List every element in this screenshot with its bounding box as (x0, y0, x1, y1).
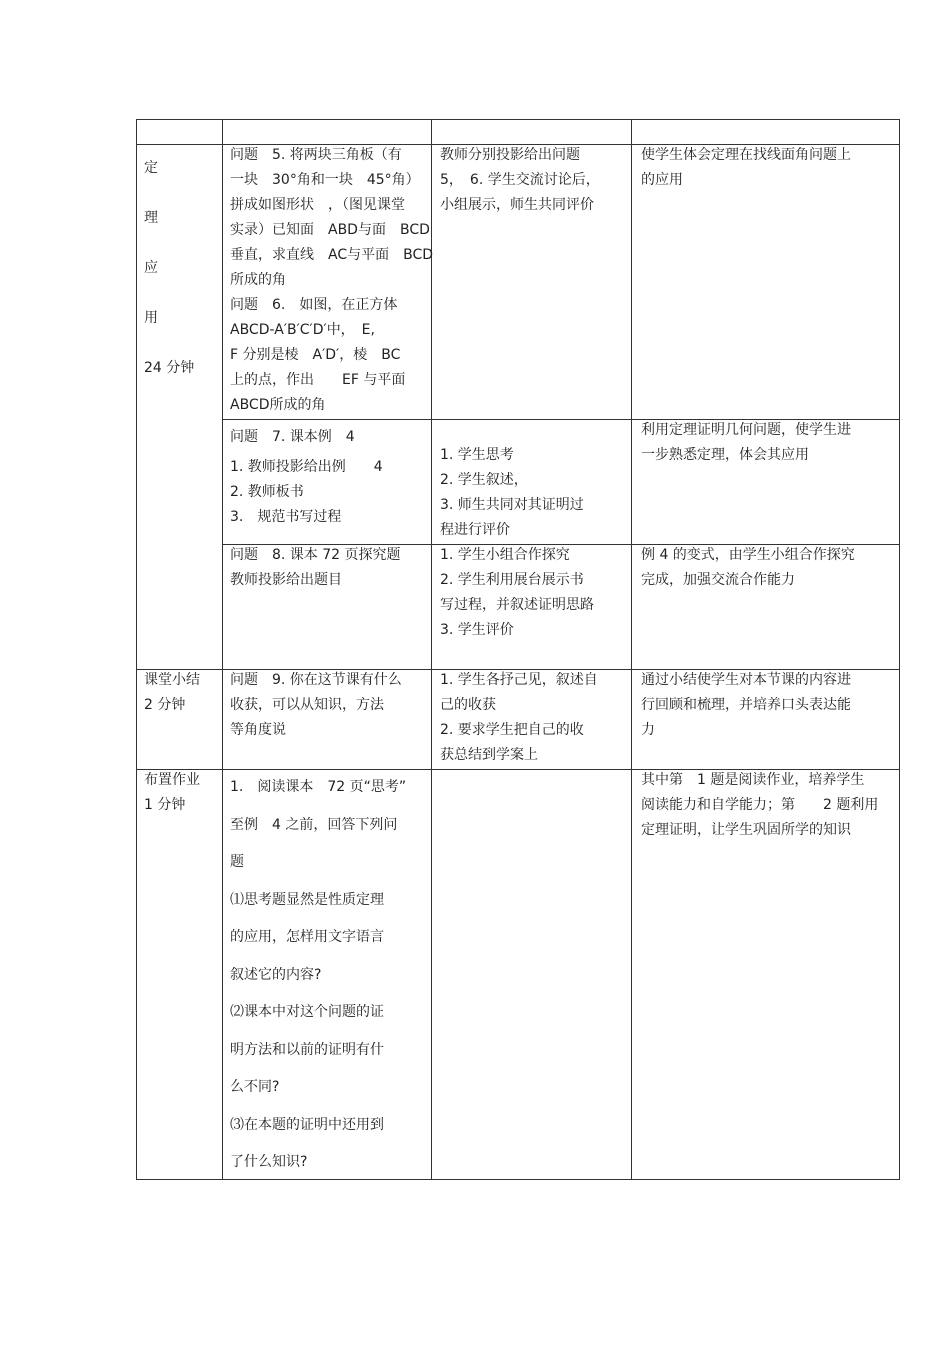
activity-line: 2. 要求学生把自己的收 (440, 722, 584, 738)
activity-line: 5， 6. 学生交流讨论后， (440, 172, 600, 188)
intent-line: 阅读能力和自学能力；第 2 题利用 (641, 797, 879, 813)
intent-line: 其中第 1 题是阅读作业，培养学生 (641, 772, 865, 788)
intent-line: 利用定理证明几何问题，使学生进 (641, 422, 851, 438)
stage-summary (144, 668, 200, 718)
homework-line: ⑶在本题的证明中还用到 (230, 1116, 384, 1133)
stage-homework (144, 768, 200, 818)
activity-line: 1. 学生各抒己见，叙述自 (440, 672, 598, 688)
activity-7 (440, 443, 584, 543)
problem-7-step: 2. 教师板书 (230, 484, 304, 500)
problem-line: 所成的角 (230, 272, 286, 288)
problem-7-step: 3. 规范书写过程 (230, 509, 342, 525)
stage-homework-line: 布置作业 (144, 772, 200, 788)
homework-line: 么不同? (230, 1079, 280, 1095)
intent-8 (641, 543, 855, 593)
stage-apply-line: 应 (144, 260, 158, 276)
intent-7 (641, 418, 851, 468)
intent-line: 的应用 (641, 172, 683, 188)
problem-line: 实录）已知面 ABD与面 BCD (230, 222, 430, 238)
intent-homework (641, 768, 878, 843)
intent-line: 行回顾和梳理，并培养口头表达能 (641, 697, 851, 713)
homework-content (230, 769, 406, 1182)
problem-line: 垂直，求直线 AC与平面 BCD (230, 247, 434, 263)
problem-line: 问题 5. 将两块三角板（有 (230, 147, 402, 163)
activity-line: 程进行评价 (440, 522, 510, 538)
column-divider-1 (222, 119, 223, 1180)
problems-5-6 (230, 143, 433, 418)
homework-line: ⑴思考题显然是性质定理 (230, 891, 384, 908)
problem-7-step: 1. 教师投影给出例 4 (230, 459, 383, 475)
problem-7-title: 问题 7. 课本例 4 (230, 429, 355, 445)
intent-line: 力 (641, 722, 655, 738)
activity-5-6 (440, 143, 600, 218)
problem-line: 拼成如图形状 ，（图见课堂 (230, 197, 405, 213)
activity-line: 己的收获 (440, 697, 496, 713)
intent-line: 完成，加强交流合作能力 (641, 572, 795, 588)
activity-line: 1. 学生小组合作探究 (440, 547, 570, 563)
problem-line: 问题 9. 你在这节课有什么 (230, 672, 402, 688)
problem-9 (230, 668, 402, 743)
homework-line: 至例 4 之前，回答下列问 (230, 816, 398, 833)
stage-apply (144, 143, 194, 393)
table-border-left (136, 119, 137, 1180)
intent-summary (641, 668, 851, 743)
problem-line: ABCD所成的角 (230, 397, 326, 413)
homework-line: 的应用，怎样用文字语言 (230, 929, 384, 945)
intent-5-6 (641, 143, 851, 193)
activity-line: 3. 师生共同对其证明过 (440, 497, 584, 513)
activity-8 (440, 543, 594, 643)
problem-line: 一块 30°角和一块 45°角） (230, 172, 420, 188)
problem-7-steps (230, 455, 383, 530)
intent-line: 使学生体会定理在找线面角问题上 (641, 147, 851, 163)
table-border-right (899, 119, 900, 1180)
table-border-top (136, 119, 900, 120)
problem-line: 等角度说 (230, 722, 286, 738)
activity-summary (440, 668, 598, 768)
homework-line: 叙述它的内容? (230, 966, 322, 983)
stage-apply-line: 用 (144, 310, 158, 326)
activity-line: 3. 学生评价 (440, 622, 514, 638)
problem-line: ABCD-A′B′C′D′中， E, (230, 322, 375, 338)
activity-line: 2. 学生利用展台展示书 (440, 572, 584, 588)
homework-line: 1. 阅读课本 72 页“思考” (230, 779, 407, 795)
activity-line: 教师分别投影给出问题 (440, 147, 580, 163)
problem-line: 问题 8. 课本 72 页探究题 (230, 547, 401, 563)
problem-line: 教师投影给出题目 (230, 572, 342, 588)
stage-summary-line: 课堂小结 (144, 672, 200, 688)
column-divider-3 (631, 119, 632, 1180)
problem-line: 收获，可以从知识，方法 (230, 697, 384, 713)
problem-line: 上的点，作出 EF 与平面 (230, 372, 406, 388)
activity-line: 1. 学生思考 (440, 447, 514, 463)
homework-line: 题 (230, 854, 244, 870)
homework-line: 了什么知识? (230, 1154, 308, 1170)
activity-line: 2. 学生叙述， (440, 472, 528, 488)
problem-line: 问题 6. 如图，在正方体 (230, 297, 398, 313)
homework-line: ⑵课本中对这个问题的证 (230, 1004, 384, 1020)
problem-8 (230, 543, 401, 593)
homework-line: 明方法和以前的证明有什 (230, 1041, 384, 1058)
activity-line: 写过程，并叙述证明思路 (440, 597, 594, 613)
intent-line: 例 4 的变式，由学生小组合作探究 (641, 547, 855, 563)
intent-line: 通过小结使学生对本节课的内容进 (641, 672, 851, 688)
stage-homework-line: 1 分钟 (144, 797, 186, 813)
problem-line: F 分别是棱 A′D′，棱 BC (230, 347, 401, 363)
activity-line: 小组展示，师生共同评价 (440, 197, 594, 213)
intent-line: 定理证明，让学生巩固所学的知识 (641, 822, 851, 838)
stage-apply-line: 24 分钟 (144, 360, 195, 376)
stage-apply-line: 理 (144, 210, 158, 226)
stage-apply-line: 定 (144, 160, 158, 176)
activity-line: 获总结到学案上 (440, 747, 538, 763)
stage-summary-line: 2 分钟 (144, 697, 186, 713)
intent-line: 一步熟悉定理，体会其应用 (641, 447, 809, 463)
